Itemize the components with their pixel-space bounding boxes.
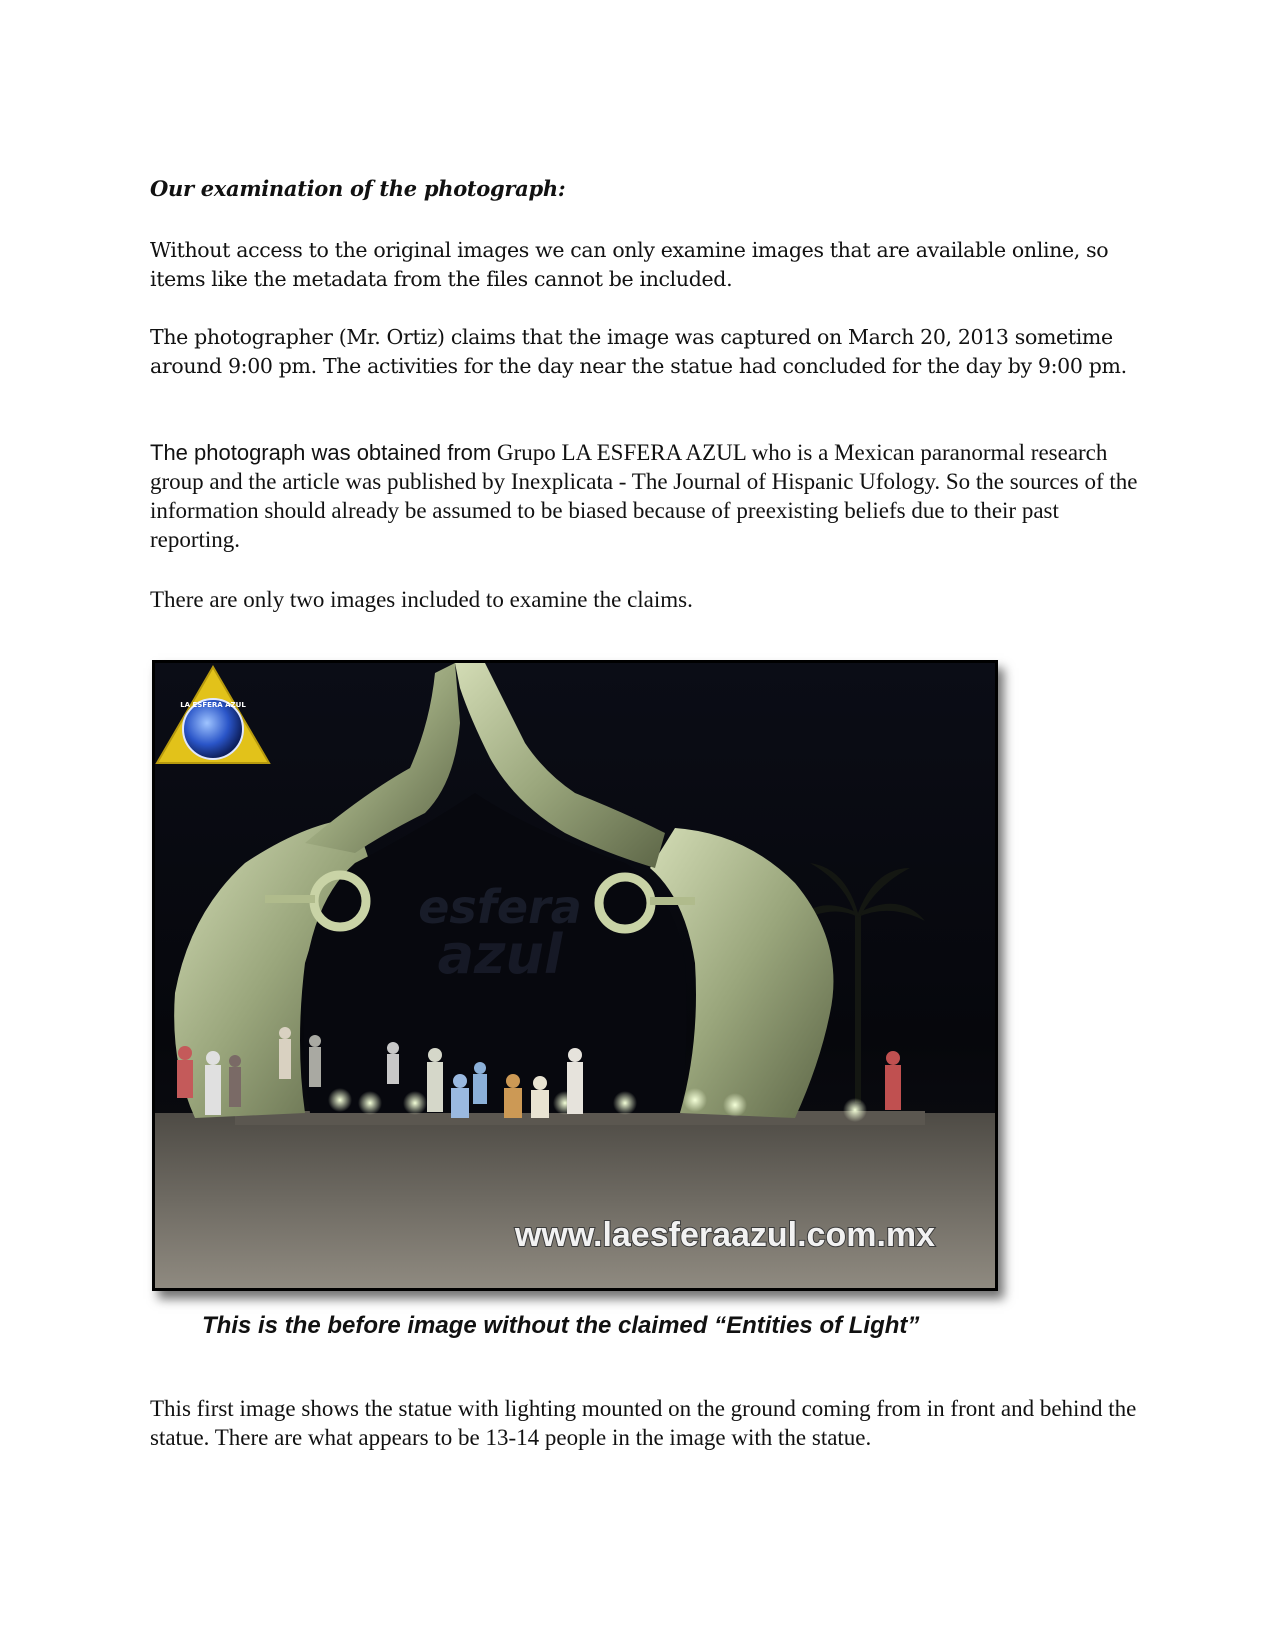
paragraph-sources-rest: Grupo LA ESFERA AZUL who is a Mexican paranormal research group and the article was published by Inexplicata - The Journal of Hispanic Ufology. So the sources of the information should already be assumed to be biased because of preexisting beliefs due to their past reporting. [150, 440, 1138, 552]
statue-photo-illustration [155, 663, 995, 1288]
plaza-ground [155, 1113, 995, 1288]
paragraph-capture-claim: The photographer (Mr. Ortiz) claims that the image was captured on March 20, 2013 sometime around 9:00 pm. The activities for the day near the statue had concluded for the day by 9:00 pm. [150, 325, 1127, 378]
svg-text:esfera: esfera [418, 880, 582, 934]
paragraph-first-image-description: This first image shows the statue with lighting mounted on the ground coming from in front and behind the statue. There are what appears to be 13-14 people in the image with the statue. [150, 1396, 1137, 1450]
section-heading: Our examination of the photograph: [150, 176, 566, 201]
svg-text:azul: azul [437, 923, 563, 986]
paragraph-online-images: Without access to the original images we can only examine images that are available online, so items like the metadata from the files cannot be included. [150, 238, 1109, 291]
statue-photograph [152, 660, 998, 1291]
paragraph-sources-lead: The photograph was obtained from [150, 440, 492, 465]
watermark-url: www.laesferaazul.com.mx [514, 1216, 936, 1254]
logo-text: LA ESFERA AZUL [180, 701, 246, 709]
paragraph-two-images: There are only two images included to examine the claims. [150, 587, 693, 612]
photo-caption: This is the before image without the claimed “Entities of Light” [202, 1312, 920, 1339]
paragraph-sources [150, 438, 1140, 554]
